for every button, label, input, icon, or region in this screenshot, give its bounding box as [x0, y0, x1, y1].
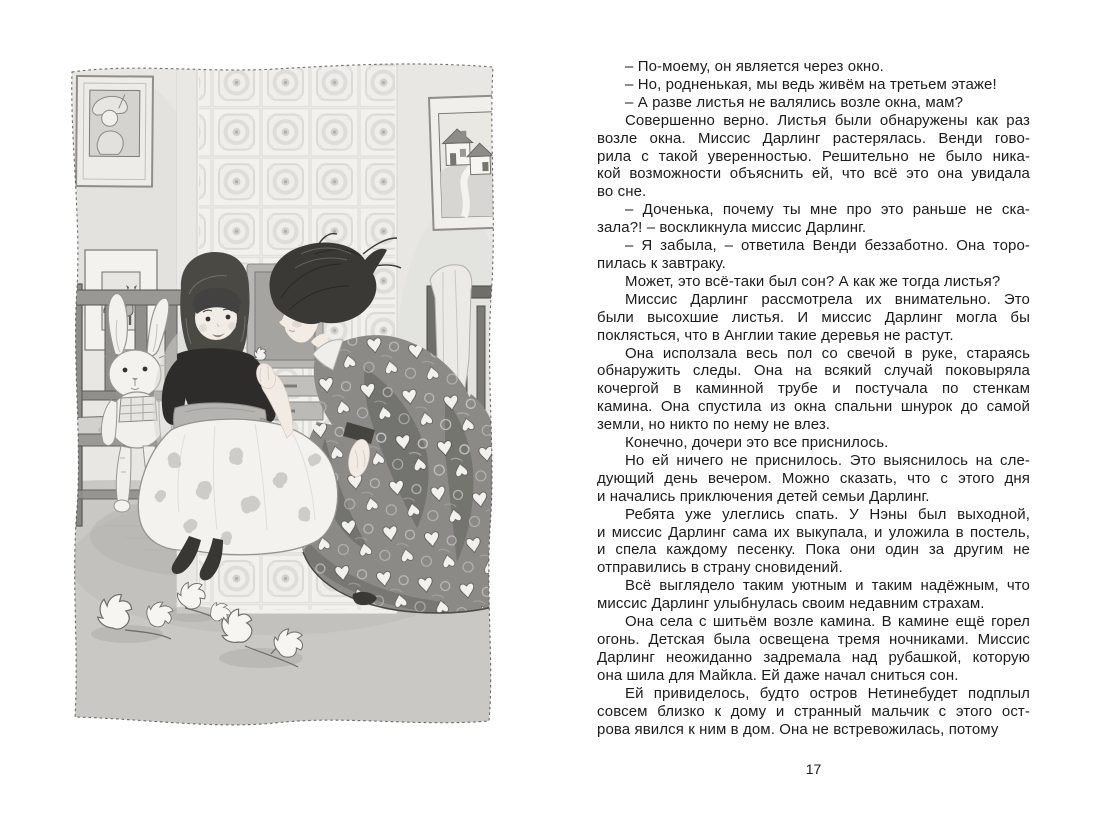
paragraph	[597, 112, 1030, 202]
text-line: – Но, родненькая, мы ведь живём на третьем этаже!	[625, 75, 997, 93]
page-number: 17	[805, 761, 822, 777]
paragraph	[597, 577, 1030, 613]
paragraph	[597, 291, 1030, 345]
paragraph	[597, 434, 1030, 452]
text-line: Дарлинг неожиданно задремала над рубашкой, которую	[597, 648, 1030, 666]
text-line: Конечно, дочери это все приснилось.	[625, 434, 889, 452]
illustration-container	[65, 58, 500, 736]
paragraph	[597, 201, 1030, 237]
girl-skirt	[138, 419, 337, 554]
paragraph	[597, 237, 1030, 273]
text-line: Она исползала весь пол со свечой в руке, стараясь	[625, 344, 1030, 362]
text-line: – А разве листья не валялись возле окна, мам?	[625, 93, 964, 111]
book-illustration	[65, 58, 500, 736]
paragraph	[597, 506, 1030, 578]
text-line: и миссис Дарлинг сама их выкупала, и уложила в постель,	[597, 523, 1030, 541]
text-line: Ей привиделось, будто остров Нетинебудет подплыл	[625, 684, 1030, 702]
paragraph	[597, 613, 1030, 685]
text-line: обнаружить следы. Она на всякий случай поковыряла	[597, 362, 1030, 380]
text-line: во сне.	[597, 183, 647, 201]
text-line: и спела каждому песенку. Пока они один за другим не	[597, 541, 1030, 559]
text-line: кочергой в каминной трубе и постучала по стенкам	[597, 380, 1030, 398]
paragraph	[597, 58, 1030, 76]
text-line: возле окна. Миссис Дарлинг растерялась. Венди гово-	[597, 129, 1030, 147]
text-line: Но ей ничего не приснилось. Это выяснилось на сле-	[625, 451, 1030, 469]
text-line: отправились в страну сновидений.	[597, 559, 843, 577]
text-line: были высохшие листья. И миссис Дарлинг могла бы	[597, 308, 1030, 326]
paragraph	[597, 685, 1030, 739]
text-line: огонь. Детская была освещена тремя ночниками. Миссис	[597, 631, 1030, 648]
text-line: рова явился к ним в дом. Она не встревожилась, потому	[597, 720, 999, 738]
text-line: Совершенно верно. Листья были обнаружены как раз	[625, 111, 1030, 129]
text-line: Может, это всё-таки был сон? А как же тогда листья?	[625, 272, 1001, 290]
paragraph	[597, 345, 1030, 435]
paragraph	[597, 452, 1030, 506]
picture-frame-houses	[429, 95, 500, 230]
text-line: Она села с шитьём возле камина. В камине ещё горел	[625, 613, 1030, 631]
text-line: – Я забыла, – ответила Венди беззаботно. Она торо-	[625, 237, 1030, 255]
text-line: кой возможности объяснить ей, что всё это она увидала	[597, 165, 1030, 183]
paragraph	[597, 94, 1030, 112]
text-line: она шила для Майкла. Ей даже начал сниться сон.	[597, 666, 959, 684]
text-line: рила с такой уверенностью. Решительно не было ника-	[597, 147, 1030, 165]
text-line: – Доченька, почему ты мне про это раньше не ска-	[625, 201, 1030, 219]
text-line: Миссис Дарлинг рассмотрела их внимательно. Это	[625, 290, 1030, 308]
text-line: миссис Дарлинг улыбнулась своим недавним страхам.	[597, 595, 985, 613]
text-line: Ребята уже улеглись спать. У Нэны был выходной,	[625, 505, 1030, 523]
text-line: Всё выглядело таким уютным и таким надёжным, что	[625, 577, 1030, 595]
text-line: – По-моему, он является через окно.	[625, 58, 884, 75]
picture-frame-lady	[76, 76, 153, 187]
text-line: земли, но никто по нему не влез.	[597, 416, 831, 434]
text-line: поклясться, что в Англии такие деревья не растут.	[597, 326, 954, 344]
text-line: и начались приключения детей семьи Дарлинг.	[597, 487, 930, 505]
text-line: зала?! – воскликнула миссис Дарлинг.	[597, 219, 867, 237]
page-text	[597, 58, 1030, 738]
text-line: камина. Она спустила из окна спальни шнурок до самой	[597, 398, 1030, 416]
text-line: дующий день вечером. Можно сказать, что с этого дня	[597, 469, 1030, 487]
paragraph	[597, 76, 1030, 94]
text-line: пилась к завтраку.	[597, 254, 726, 272]
text-line: совсем близко к дому и странный мальчик с этого ост-	[597, 702, 1030, 720]
paragraph	[597, 273, 1030, 291]
